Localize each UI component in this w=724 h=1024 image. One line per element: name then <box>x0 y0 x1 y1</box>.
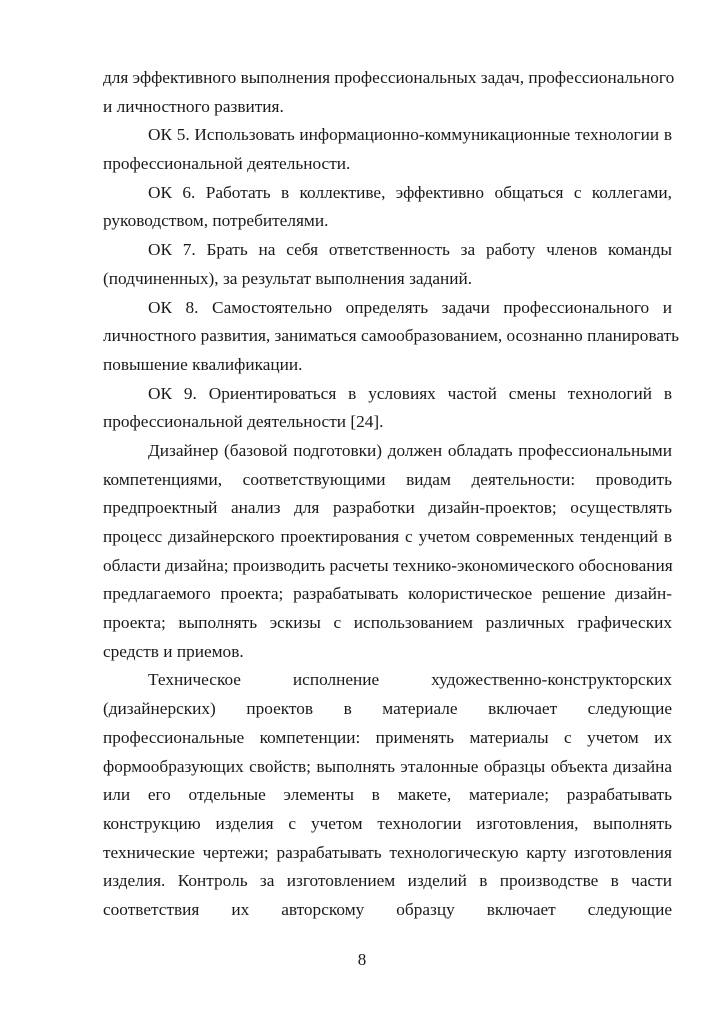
text-line: повышение квалификации. <box>103 354 303 374</box>
text-line: области дизайна; производить расчеты технико-экономического обоснования <box>103 555 673 575</box>
text-line: процесс дизайнерского проектирования с учетом современных тенденций в <box>103 527 672 546</box>
text-line: предпроектный анализ для разработки дизайн-проектов; осуществлять <box>103 498 672 518</box>
text-line: технические чертежи; разрабатывать технологическую карту изготовления <box>103 842 672 862</box>
page-body <box>103 64 680 925</box>
paragraph <box>103 236 672 293</box>
text-line: изделия. Контроль за изготовлением изделий в производстве в части <box>103 871 672 891</box>
text-line: проекта; выполнять эскизы с использованием различных графических <box>103 613 672 633</box>
text-line: конструкцию изделия с учетом технологии изготовления, выполнять <box>103 813 672 833</box>
text-line: для эффективного выполнения профессиональных задач, профессионального <box>103 68 675 87</box>
paragraph <box>103 437 672 667</box>
text-line: ОК 8. Самостоятельно определять задачи профессионального и <box>148 297 672 317</box>
paragraph <box>103 64 675 121</box>
text-line: компетенциями, соответствующими видам деятельности: проводить <box>103 469 672 489</box>
paragraph <box>103 294 680 380</box>
text-line: формообразующих свойств; выполнять эталонные образцы объекта дизайна <box>103 756 672 776</box>
text-line: Техническое исполнение художественно-конструкторских <box>148 670 672 690</box>
text-line: ОК 9. Ориентироваться в условиях частой смены технологий в <box>148 383 672 403</box>
text-line: профессиональные компетенции: применять материалы с учетом их <box>103 727 672 747</box>
text-line: профессиональной деятельности. <box>103 154 351 174</box>
paragraph <box>103 179 672 236</box>
paragraph <box>103 666 672 924</box>
text-line: ОК 5. Использовать информационно-коммуникационные технологии в <box>148 125 672 145</box>
text-line: ОК 6. Работать в коллективе, эффективно общаться с коллегами, <box>148 182 672 202</box>
text-line: личностного развития, заниматься самообразованием, осознанно планировать <box>103 326 680 346</box>
text-line: руководством, потребителями. <box>103 211 329 231</box>
text-line: профессиональной деятельности [24]. <box>103 412 384 432</box>
text-line: ОК 7. Брать на себя ответственность за работу членов команды <box>148 240 672 260</box>
page-number: 8 <box>357 950 367 969</box>
text-line: (подчиненных), за результат выполнения заданий. <box>103 268 473 288</box>
text-line: (дизайнерских) проектов в материале включает следующие <box>103 699 672 719</box>
text-line: и личностного развития. <box>103 96 284 116</box>
paragraph <box>103 121 672 178</box>
text-line: предлагаемого проекта; разрабатывать колористическое решение дизайн- <box>103 584 672 604</box>
paragraph <box>103 380 672 437</box>
text-line: соответствия их авторскому образцу включает следующие <box>103 899 672 919</box>
text-line: или его отдельные элементы в макете, материале; разрабатывать <box>103 785 672 805</box>
text-line: средств и приемов. <box>103 641 244 661</box>
text-line: Дизайнер (базовой подготовки) должен обладать профессиональными <box>148 440 672 460</box>
